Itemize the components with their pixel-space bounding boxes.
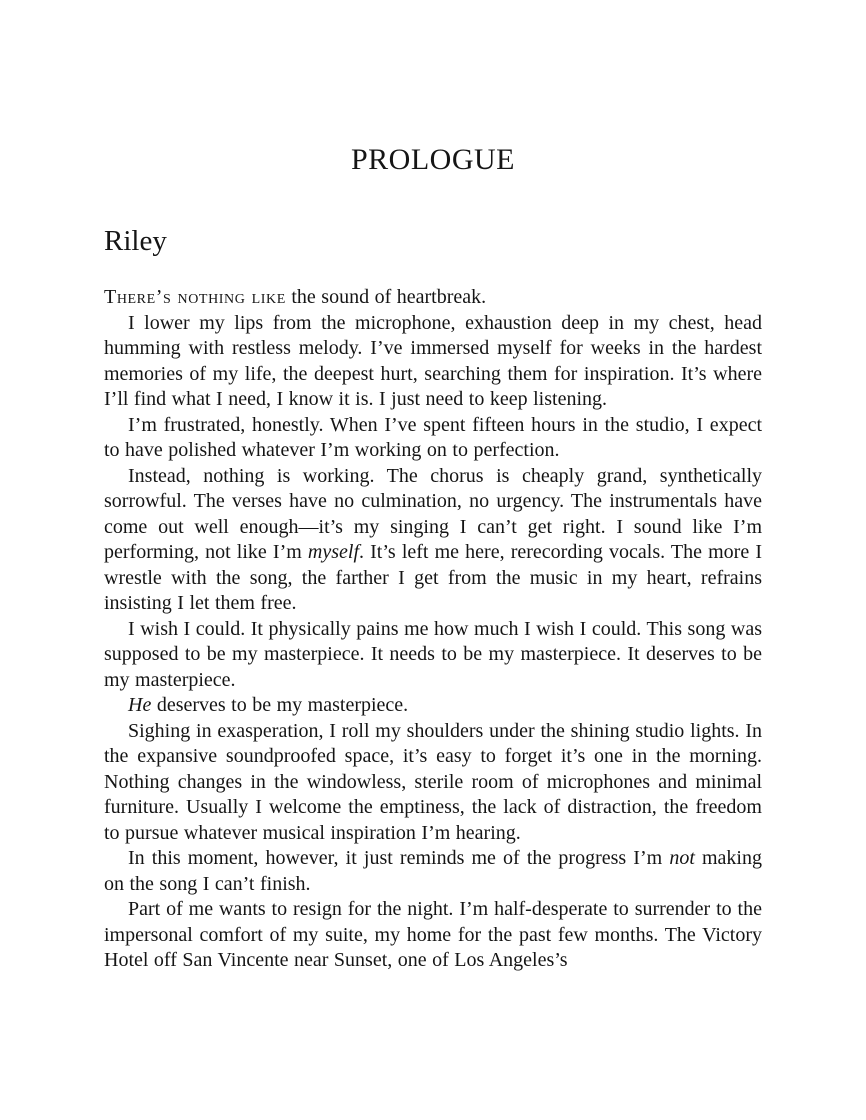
text-run: Instead, nothing is working. The chorus is cheaply grand, synthetically sorrowful. The verses have no culmination, no urgency. The instrumentals have come out well enough—it’s my singing I can’t get right. I sound like I’m performing, not like I’m [104,464,762,563]
pov-heading: Riley [104,225,167,257]
paragraph [104,617,762,694]
text-run: I’m frustrated, honestly. When I’ve spent fifteen hours in the studio, I expect to have polished whatever I’m working on to perfection. [104,413,762,461]
paragraph [104,719,762,847]
text-run: He [128,694,152,716]
text-run: . It’s left me here, rerecording vocals. The more I wrestle with the song, the farther I get from the music in my heart, refrains insisting I let them free. [104,541,762,614]
text-run: Sighing in exasperation, I roll my shoulders under the shining studio lights. In the expansive soundproofed space, it’s easy to forget it’s one in the morning. Nothing changes in the windowless, sterile room of microphones and minimal furniture. Usually I welcome the emptiness, the lack of distraction, the freedom to pursue whatever musical inspiration I’m hearing. [104,719,762,844]
paragraph [104,311,762,413]
text-run: There’s nothing like [104,286,286,308]
text-run: making on the song I can’t finish. [104,847,762,895]
text-run: myself [307,541,360,563]
paragraph [104,285,762,311]
paragraph [104,413,762,464]
paragraph [104,846,762,897]
paragraph [104,897,762,974]
text-run: Part of me wants to resign for the night. I’m half-desperate to surrender to the impersonal comfort of my suite, my home for the past few months. The Victory Hotel off San Vincente near Sunset, one of Los Angeles’s [104,898,762,971]
text-run: deserves to be my masterpiece. [151,694,409,716]
text-run: I wish I could. It physically pains me how much I wish I could. This song was supposed to be my masterpiece. It needs to be my masterpiece. It deserves to be my masterpiece. [104,617,762,691]
text-run: In this moment, however, it just reminds me of the progress I’m [128,847,670,869]
text-run: I lower my lips from the microphone, exhaustion deep in my chest, head humming with restless melody. I’ve immersed myself for weeks in the hardest memories of my life, the deepest hurt, searching them for inspiration. It’s where I’ll find what I need, I know it is. I just need to keep listening. [104,311,762,410]
body-text [104,285,762,974]
text-run: not [669,847,695,869]
chapter-title: PROLOGUE [350,143,515,176]
text-run: the sound of heartbreak. [285,286,487,308]
paragraph [104,464,762,617]
paragraph [104,693,762,719]
